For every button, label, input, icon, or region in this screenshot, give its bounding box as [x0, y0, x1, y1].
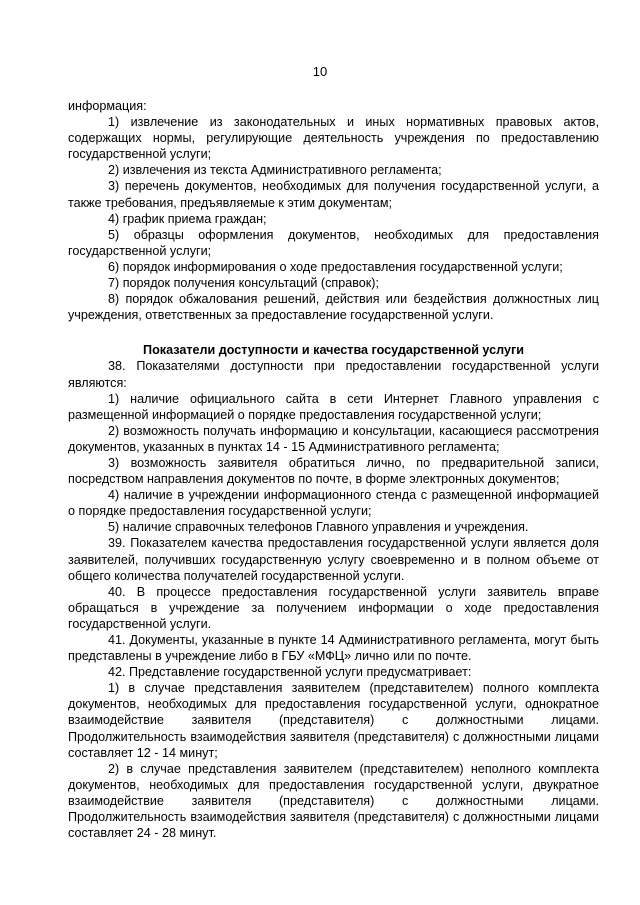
document-body [68, 98, 599, 841]
page-number: 10 [312, 64, 328, 79]
paragraph-38-item: 3) возможность заявителя обратиться лично, по предварительной записи, посредством направления документов по почте, в форме электронных документов; [68, 455, 599, 487]
info-item: 3) перечень документов, необходимых для получения государственной услуги, а также требования, предъявляемые к этим документам; [68, 179, 599, 210]
paragraph-40: 40. В процессе предоставления государственной услуги заявитель вправе обращаться в учреждение за получением информации о ходе предоставления государственной услуги. [68, 584, 599, 631]
info-item: 2) извлечения из текста Административного регламента; [108, 163, 442, 178]
intro-line: информация: [68, 99, 147, 113]
section-heading: Показатели доступности и качества государственной услуги [143, 343, 524, 358]
info-item: 5) образцы оформления документов, необходимых для предоставления государственной услуги; [68, 227, 599, 258]
paragraph-38-item: 5) наличие справочных телефонов Главного управления и учреждения. [108, 520, 529, 535]
info-item: 8) порядок обжалования решений, действия или бездействия должностных лиц учреждения, ответственных за предоставление государственной услуги. [68, 292, 599, 323]
info-item: 1) извлечение из законодательных и иных нормативных правовых актов, содержащих нормы, регулирующие деятельность учреждения по предоставлению государственной услуги; [68, 115, 599, 162]
paragraph-42-item: 1) в случае представления заявителем (представителем) полного комплекта документов, необходимых для предоставления государственной услуги, однократное взаимодействие заявителя (представителя) с должностными лицами. Продолжительность взаимодействия заявителя (представителя) с должностными лицами составляет 12 - 14 минут; [68, 681, 599, 760]
paragraph-38: 38. Показателями доступности при предоставлении государственной услуги являются: [68, 359, 599, 390]
paragraph-42: 42. Представление государственной услуги предусматривает: [108, 665, 472, 680]
info-item: 4) график приема граждан; [108, 211, 267, 226]
paragraph-38-item: 2) возможность получать информацию и консультации, касающиеся рассмотрения документов, указанных в пунктах 14 - 15 Административного регламента; [68, 423, 599, 454]
paragraph-41: 41. Документы, указанные в пункте 14 Административного регламента, могут быть представлены в учреждение либо в ГБУ «МФЦ» лично или по почте. [68, 633, 599, 664]
paragraph-39: 39. Показателем качества предоставления государственной услуги является доля заявителей, получивших государственную услугу своевременно и в полном объеме от общего количества получателей государственной услуги. [68, 536, 599, 583]
info-item: 7) порядок получения консультаций (справок); [108, 276, 379, 291]
paragraph-38-item: 1) наличие официального сайта в сети Интернет Главного управления с размещенной информацией о порядке предоставления государственной услуги; [68, 391, 599, 422]
paragraph-42-item: 2) в случае представления заявителем (представителем) неполного комплекта документов, необходимых для предоставления государственной услуги, двукратное взаимодействие заявителя (представителя) с должностными лицами. Продолжительность взаимодействия заявителя (представителя) с должностными лицами составляет 24 - 28 минут. [68, 761, 599, 841]
info-item: 6) порядок информирования о ходе предоставления государственной услуги; [108, 259, 563, 274]
paragraph-38-item: 4) наличие в учреждении информационного стенда с размещенной информацией о порядке предоставления государственной услуги; [68, 488, 599, 519]
